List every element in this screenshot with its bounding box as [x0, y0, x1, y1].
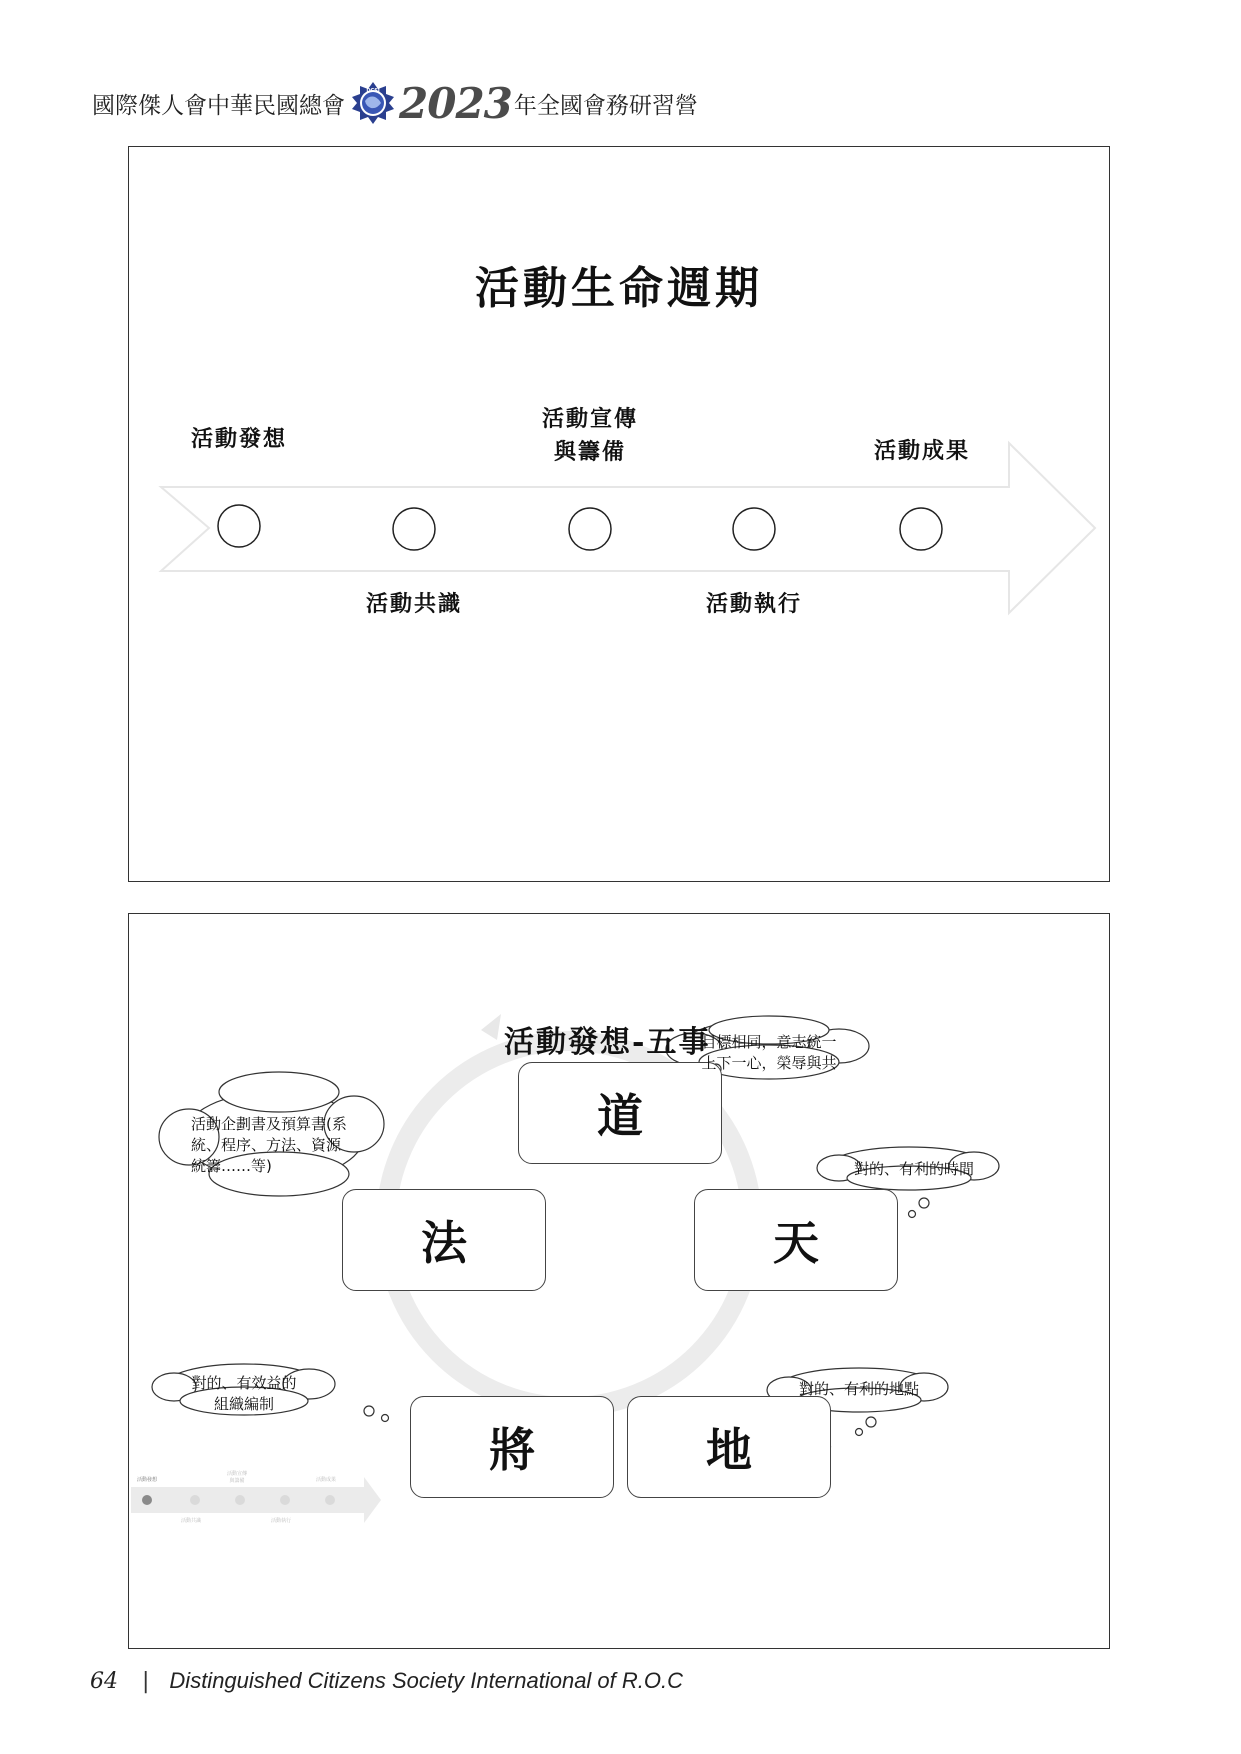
callout-text-di: 對的、有利的地點 — [798, 1380, 919, 1398]
mini-label-execution: 活動執行 — [271, 1518, 292, 1524]
stage-label-promotion: 活動宣傳 與籌備 — [541, 406, 638, 465]
stage-marker — [218, 505, 260, 547]
mini-label-ideation: 活動發想 — [137, 1477, 158, 1483]
stage-marker — [569, 508, 611, 550]
stage-label-execution: 活動執行 — [705, 591, 802, 617]
factor-box-tian: 天 — [694, 1189, 898, 1291]
page-header — [92, 78, 698, 128]
factor-box-fa: 法 — [342, 1189, 546, 1291]
slide-title: 活動生命週期 — [475, 263, 763, 314]
slide-five-factors — [128, 913, 1110, 1649]
footer-separator: | — [142, 1668, 150, 1694]
stage-label-ideation: 活動發想 — [190, 426, 287, 452]
factor-box-jiang: 將 — [410, 1396, 614, 1498]
stage-marker — [733, 508, 775, 550]
callout-text-jiang: 對的、有效益的 組織編制 — [191, 1374, 297, 1413]
factor-box-dao: 道 — [518, 1062, 722, 1164]
lifecycle-timeline — [129, 147, 1111, 883]
footer-organization: Distinguished Citizens Society International of R.O.C — [169, 1668, 683, 1693]
organization-name: 國際傑人會中華民國總會 — [92, 92, 345, 119]
slide-title: 活動發想-五事 — [504, 1025, 711, 1060]
page-number: 64 — [90, 1668, 118, 1694]
stage-marker — [900, 508, 942, 550]
svg-text:DCSI: DCSI — [366, 88, 380, 94]
mini-timeline-thumbnail — [131, 1477, 381, 1523]
callout-text-tian: 對的、有利的時間 — [853, 1160, 974, 1178]
stage-marker — [393, 508, 435, 550]
slide-activity-lifecycle — [128, 146, 1110, 882]
mini-label-promotion: 活動宣傳 與籌備 — [227, 1471, 248, 1484]
dcsi-logo-icon — [351, 81, 395, 125]
callout-text-fa: 活動企劃書及預算書(系 統、程序、方法、資源 統籌……等) — [191, 1115, 347, 1175]
callout-text-dao: 目標相同，意志統一 上下一心，榮辱與共 — [701, 1033, 837, 1072]
stage-label-consensus: 活動共識 — [365, 591, 462, 617]
event-name: 年全國會務研習營 — [513, 92, 698, 119]
mini-label-results: 活動成果 — [316, 1477, 337, 1483]
stage-label-results: 活動成果 — [873, 438, 970, 464]
page-footer — [90, 1668, 683, 1694]
event-year: 2023 — [399, 78, 512, 128]
factor-box-di: 地 — [627, 1396, 831, 1498]
cycle-arrowhead — [481, 1014, 501, 1040]
mini-label-consensus: 活動共識 — [181, 1518, 202, 1524]
